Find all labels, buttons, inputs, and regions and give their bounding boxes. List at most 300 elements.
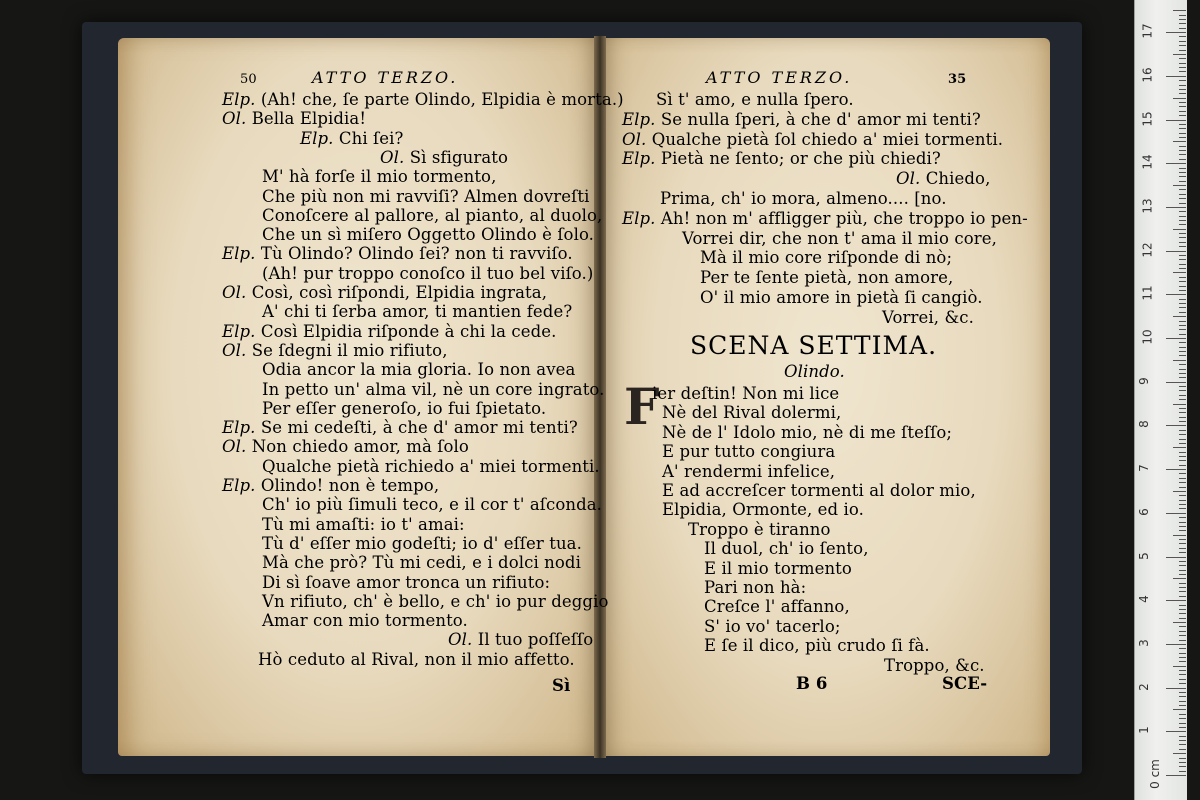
text-line	[700, 248, 952, 268]
text-line	[222, 437, 469, 457]
text-line	[882, 308, 974, 328]
ruler-tick	[1179, 705, 1186, 706]
line-text: Chiedo,	[925, 169, 991, 189]
ruler-label: 11	[1140, 285, 1155, 301]
scene-line: Elpidia, Ormonte, ed io.	[662, 500, 864, 520]
ruler-tick	[1173, 141, 1186, 142]
ruler-tick	[1179, 194, 1186, 195]
speaker-label: Ol.	[222, 283, 252, 302]
ruler-tick	[1166, 513, 1186, 514]
text-line	[222, 109, 366, 129]
text-line	[622, 149, 941, 169]
ruler-tick	[1179, 692, 1186, 693]
speaker-label: Ol.	[622, 129, 652, 149]
ruler-tick	[1179, 102, 1186, 103]
ruler-tick	[1173, 666, 1186, 667]
ruler-tick	[1179, 303, 1186, 304]
ruler-tick	[1179, 635, 1186, 636]
speaker-label: Elp.	[222, 476, 261, 495]
ruler-tick	[1179, 543, 1186, 544]
speaker-label: Ol.	[448, 630, 478, 650]
ruler-tick	[1179, 517, 1186, 518]
text-line	[262, 302, 572, 322]
text-line	[222, 476, 439, 496]
speaker-label: Elp.	[622, 208, 661, 228]
ruler-tick	[1179, 500, 1186, 501]
speaker-label: Elp.	[300, 128, 339, 148]
line-text: Chi ſei?	[338, 128, 404, 148]
speaker-label: Ol.	[222, 340, 252, 360]
ruler-tick	[1179, 758, 1186, 759]
ruler-tick	[1179, 45, 1186, 46]
ruler-tick	[1179, 561, 1186, 562]
ruler-tick	[1179, 430, 1186, 431]
ruler-tick	[1179, 36, 1186, 37]
text-line	[222, 322, 556, 342]
ruler-tick	[1166, 731, 1186, 732]
ruler-tick	[1179, 277, 1186, 278]
ruler-tick	[1179, 683, 1186, 684]
text-line	[262, 399, 546, 419]
ruler-tick	[1166, 600, 1186, 601]
ruler-tick	[1179, 443, 1186, 444]
ruler-tick	[1179, 41, 1186, 42]
ruler-tick	[1166, 644, 1186, 645]
speaker-label: Ol.	[222, 437, 252, 457]
ruler-tick	[1173, 272, 1186, 273]
ruler-tick	[1179, 50, 1186, 51]
ruler-label: 4	[1136, 595, 1151, 604]
line-text: O' il mio amore in pietà ſi cangiò.	[700, 288, 983, 307]
ruler-tick	[1179, 744, 1186, 745]
ruler-tick	[1173, 10, 1186, 11]
ruler-tick	[1179, 85, 1186, 86]
line-text: Tù Olindo? Olindo ſei? non ti ravviſo.	[260, 244, 573, 264]
ruler-tick	[1179, 259, 1186, 260]
ruler-tick	[1179, 526, 1186, 527]
line-text: Qualche pietà ſol chiedo a' miei tormenti.	[651, 129, 1004, 149]
scene-title: SCENA SETTIMA.	[690, 331, 938, 360]
ruler-tick	[1179, 329, 1186, 330]
ruler-label: 17	[1140, 23, 1155, 39]
ruler-tick	[1179, 736, 1186, 737]
ruler-tick	[1179, 347, 1186, 348]
scene-line: Il duol, ch' io ſento,	[704, 539, 869, 559]
text-line	[222, 244, 573, 264]
ruler-tick	[1179, 701, 1186, 702]
ruler-tick	[1179, 522, 1186, 523]
speaker-label: Ol.	[896, 169, 926, 189]
ruler-tick	[1179, 246, 1186, 247]
ruler-tick	[1179, 67, 1186, 68]
scene-line: Pari non hà:	[704, 578, 807, 597]
line-text: Così, così riſpondi, Elpidia ingrata,	[251, 283, 548, 302]
ruler-label: 14	[1140, 154, 1155, 170]
ruler-tick	[1166, 469, 1186, 470]
ruler-tick	[1179, 351, 1186, 352]
ruler-tick	[1179, 766, 1186, 767]
ruler-tick	[1179, 452, 1186, 453]
ruler-tick	[1179, 23, 1186, 24]
ruler-tick	[1179, 762, 1186, 763]
ruler-label: 2	[1136, 682, 1151, 691]
ruler-label: 1	[1136, 726, 1151, 735]
speaker-label: Elp.	[222, 244, 261, 264]
text-line	[622, 110, 981, 130]
ruler-tick	[1166, 294, 1186, 295]
ruler-tick	[1179, 718, 1186, 719]
ruler-tick	[1179, 661, 1186, 662]
ruler-tick	[1179, 325, 1186, 326]
text-line	[660, 189, 947, 209]
ruler-tick	[1179, 168, 1186, 169]
ruler-tick	[1179, 504, 1186, 505]
ruler-label: 0 cm	[1147, 759, 1162, 789]
scene-line: E ad accreſcer tormenti al dolor mio,	[662, 481, 976, 500]
ruler-tick	[1179, 264, 1186, 265]
ruler-tick	[1179, 631, 1186, 632]
ruler-label: 8	[1136, 420, 1151, 429]
ruler-tick	[1179, 417, 1186, 418]
line-text: M' hà forſe il mio tormento,	[262, 167, 497, 187]
line-text: Olindo! non è tempo,	[260, 476, 440, 495]
ruler-tick	[1179, 63, 1186, 64]
ruler-tick	[1179, 364, 1186, 365]
ruler-tick	[1179, 216, 1186, 217]
ruler-tick	[1179, 539, 1186, 540]
ruler-tick	[1179, 530, 1186, 531]
ruler-tick	[1179, 176, 1186, 177]
ruler-tick	[1179, 89, 1186, 90]
ruler-label: 13	[1140, 198, 1155, 214]
line-text: Non chiedo amor, mà ſolo	[251, 437, 469, 457]
ruler-tick	[1179, 369, 1186, 370]
ruler-tick	[1179, 342, 1186, 343]
line-text: Mà il mio core riſponde di nò;	[700, 248, 953, 268]
speaker-label: Ol.	[222, 109, 252, 129]
ruler-tick	[1179, 596, 1186, 597]
ruler-tick	[1179, 465, 1186, 466]
ruler-tick	[1179, 198, 1186, 199]
ruler-tick	[1179, 723, 1186, 724]
ruler-tick	[1179, 727, 1186, 728]
line-text: Vorrei dir, che non t' ama il mio core,	[682, 228, 997, 248]
ruler-tick	[1166, 557, 1186, 558]
ruler-tick	[1166, 425, 1186, 426]
text-line	[262, 360, 575, 380]
text-line	[222, 90, 624, 110]
ruler-label: 6	[1136, 507, 1151, 516]
ruler-tick	[1173, 622, 1186, 623]
text-line	[262, 573, 550, 593]
speaker-label: Elp.	[222, 418, 261, 438]
scene-line: E il mio tormento	[704, 558, 852, 578]
text-line	[380, 148, 508, 168]
line-text: Così Elpidia riſponde à chi la cede.	[260, 321, 557, 341]
scene-line: A' rendermi infelice,	[662, 461, 836, 481]
line-text: Qualche pietà richiedo a' miei tormenti.	[262, 456, 600, 476]
ruler-tick	[1179, 93, 1186, 94]
line-text: Di sì ſoave amor tronca un rifiuto:	[262, 572, 551, 592]
text-line	[222, 341, 448, 361]
ruler-tick	[1179, 19, 1186, 20]
ruler-tick	[1179, 552, 1186, 553]
text-line	[262, 515, 465, 535]
ruler-tick	[1179, 15, 1186, 16]
ruler-tick	[1179, 583, 1186, 584]
ruler-tick	[1179, 233, 1186, 234]
text-line	[700, 268, 953, 288]
scene-line: Nè de l' Idolo mio, nè di me ſteſſo;	[662, 422, 953, 442]
speaker-label: Elp.	[222, 321, 261, 341]
ruler-tick	[1179, 648, 1186, 649]
ruler-label: 7	[1136, 464, 1151, 472]
line-text: A' chi ti ſerba amor, ti mantien fede?	[262, 302, 573, 322]
speaker-label: Elp.	[222, 90, 261, 109]
text-line	[262, 206, 602, 226]
text-line	[656, 90, 854, 110]
line-text: Mà che prò? Tù mi cedi, e i dolci nodi	[262, 553, 581, 573]
ruler-tick	[1166, 775, 1186, 776]
speaker-label: Elp.	[622, 109, 661, 129]
text-line	[300, 129, 403, 149]
line-text: Se nulla ſperi, à che d' amor mi tenti?	[660, 109, 981, 129]
left-page-number: 50	[240, 72, 257, 87]
ruler-tick	[1179, 281, 1186, 282]
ruler-tick	[1173, 491, 1186, 492]
ruler-tick	[1179, 159, 1186, 160]
ruler-tick	[1179, 334, 1186, 335]
text-line	[262, 225, 594, 245]
ruler-tick	[1179, 434, 1186, 435]
ruler-tick	[1179, 478, 1186, 479]
line-text: Se ſdegni il mio rifiuto,	[251, 340, 448, 360]
ruler-tick	[1179, 487, 1186, 488]
ruler-tick	[1173, 185, 1186, 186]
ruler-tick	[1179, 211, 1186, 212]
right-running-head: ATTO TERZO.	[706, 68, 853, 87]
scene-line: S' io vo' tacerlo;	[704, 616, 841, 636]
ruler-tick	[1179, 150, 1186, 151]
ruler-tick	[1179, 714, 1186, 715]
ruler-tick	[1179, 749, 1186, 750]
ruler-tick	[1179, 670, 1186, 671]
scene-character: Olindo.	[784, 362, 845, 381]
ruler-tick	[1179, 679, 1186, 680]
line-text: Ch' io più ſimuli teco, e il cor t' aſconda.	[262, 495, 603, 515]
line-text: Che più non mi ravviſi? Almen dovreſti	[262, 186, 590, 206]
ruler-tick	[1166, 338, 1186, 339]
ruler-tick	[1173, 753, 1186, 754]
ruler-tick	[1179, 133, 1186, 134]
ruler-tick	[1173, 316, 1186, 317]
text-line	[262, 592, 608, 612]
ruler-label: 3	[1136, 639, 1151, 647]
ruler-tick	[1179, 255, 1186, 256]
line-text: (Ah! che, ſe parte Olindo, Elpidia è morta.)	[260, 90, 624, 109]
line-text: Vorrei, &c.	[882, 307, 974, 327]
ruler-tick	[1179, 137, 1186, 138]
text-line	[262, 380, 605, 400]
ruler-tick	[1179, 290, 1186, 291]
ruler-tick	[1179, 80, 1186, 81]
ruler-tick	[1179, 128, 1186, 129]
ruler-label: 9	[1136, 376, 1151, 385]
ruler-tick	[1179, 268, 1186, 269]
ruler-tick	[1179, 115, 1186, 116]
drop-cap: F	[624, 377, 660, 436]
text-line	[222, 283, 547, 303]
ruler-tick	[1179, 237, 1186, 238]
ruler-tick	[1179, 399, 1186, 400]
ruler-tick	[1179, 189, 1186, 190]
text-line	[262, 264, 593, 284]
ruler-tick	[1179, 548, 1186, 549]
ruler-tick	[1179, 605, 1186, 606]
ruler-tick	[1173, 360, 1186, 361]
left-running-head: ATTO TERZO.	[312, 68, 459, 87]
line-text: (Ah! pur troppo conoſco il tuo bel viſo.)	[262, 263, 594, 283]
line-text: Pietà ne ſento; or che più chiedi?	[660, 149, 941, 169]
scene-line: Troppo è tiranno	[688, 519, 831, 539]
ruler-tick	[1179, 473, 1186, 474]
ruler-tick	[1173, 447, 1186, 448]
ruler-tick	[1179, 460, 1186, 461]
ruler-tick	[1179, 412, 1186, 413]
ruler-tick	[1179, 286, 1186, 287]
ruler-tick	[1179, 154, 1186, 155]
speaker-label: Elp.	[622, 149, 661, 169]
text-line	[448, 630, 593, 650]
ruler-tick	[1179, 495, 1186, 496]
ruler-tick	[1179, 771, 1186, 772]
ruler-tick	[1173, 578, 1186, 579]
ruler-tick	[1179, 613, 1186, 614]
ruler-tick	[1179, 740, 1186, 741]
ruler-label: 15	[1140, 110, 1155, 127]
ruler-tick	[1166, 382, 1186, 383]
ruler-tick	[1179, 482, 1186, 483]
ruler-tick	[1173, 709, 1186, 710]
text-line	[262, 534, 582, 554]
ruler-tick	[1179, 71, 1186, 72]
ruler-tick	[1179, 591, 1186, 592]
ruler-tick	[1166, 688, 1186, 689]
ruler-tick	[1179, 321, 1186, 322]
ruler-tick	[1179, 408, 1186, 409]
line-text: Conoſcere al pallore, al pianto, al duolo,	[262, 205, 603, 225]
ruler-tick	[1179, 242, 1186, 243]
ruler-tick	[1179, 181, 1186, 182]
ruler-tick	[1166, 207, 1186, 208]
ruler-tick	[1179, 674, 1186, 675]
ruler-tick	[1179, 224, 1186, 225]
text-line	[622, 130, 1003, 150]
signature-mark: B 6	[796, 674, 828, 693]
line-text: Odia ancor la mia gloria. Io non avea	[262, 360, 576, 380]
ruler-tick	[1179, 653, 1186, 654]
text-line	[262, 167, 496, 187]
ruler-tick	[1173, 229, 1186, 230]
line-text: Per eſſer generoſo, io fui ſpietato.	[262, 398, 547, 418]
ruler-tick	[1166, 76, 1186, 77]
line-text: Il tuo poſſeſſo	[477, 630, 594, 650]
ruler-tick	[1166, 32, 1186, 33]
ruler-tick	[1179, 124, 1186, 125]
line-text: Che un sì miſero Oggetto Olindo è ſolo.	[262, 225, 595, 245]
ruler-tick	[1179, 386, 1186, 387]
text-line	[262, 495, 602, 515]
line-text: Amar con mio tormento.	[262, 611, 468, 631]
ruler-tick	[1179, 58, 1186, 59]
text-line	[262, 553, 581, 573]
line-text: Sì t' amo, e nulla ſpero.	[656, 90, 854, 109]
scene-line: E pur tutto congiura	[662, 442, 836, 462]
line-text: Tù mi amaſti: io t' amai:	[262, 514, 465, 534]
scene-line: E ſe il dico, più crudo ſi fà.	[704, 636, 930, 656]
ruler-label: 5	[1136, 551, 1151, 560]
ruler-tick	[1179, 609, 1186, 610]
line-text: Vn rifiuto, ch' è bello, e ch' io pur deggio	[262, 591, 609, 611]
ruler-tick	[1166, 120, 1186, 121]
scene-line: Creſce l' affanno,	[704, 597, 850, 617]
text-line	[622, 209, 1028, 229]
text-line	[262, 187, 589, 207]
ruler-tick	[1179, 111, 1186, 112]
ruler-tick	[1173, 54, 1186, 55]
text-line	[222, 418, 578, 438]
ruler-tick	[1179, 574, 1186, 575]
ruler-tick	[1179, 355, 1186, 356]
left-catchword: Sì	[552, 676, 571, 695]
ruler-tick	[1179, 456, 1186, 457]
ruler-tick	[1173, 404, 1186, 405]
ruler-label: 10	[1140, 329, 1155, 345]
ruler-tick	[1179, 570, 1186, 571]
text-line	[700, 288, 983, 308]
line-text: Ah! non m' affligger più, che troppo io pen-	[660, 208, 1028, 228]
ruler-tick	[1166, 163, 1186, 164]
speaker-label: Ol.	[380, 147, 410, 167]
text-line	[262, 457, 600, 477]
scene-line: Troppo, &c.	[884, 655, 985, 675]
ruler-tick	[1179, 377, 1186, 378]
right-page-number: 35	[948, 72, 967, 87]
text-line	[258, 650, 575, 670]
line-text: Se mi cedeſti, à che d' amor mi tenti?	[260, 418, 578, 438]
ruler-tick	[1179, 696, 1186, 697]
ruler-tick	[1179, 106, 1186, 107]
right-catchword: SCE-	[942, 674, 988, 693]
text-line	[682, 229, 997, 249]
ruler-tick	[1179, 565, 1186, 566]
ruler-tick	[1179, 587, 1186, 588]
ruler-tick	[1179, 312, 1186, 313]
ruler-tick	[1179, 373, 1186, 374]
ruler-tick	[1179, 421, 1186, 422]
ruler-label: 12	[1140, 241, 1155, 258]
ruler-tick	[1179, 395, 1186, 396]
ruler-tick	[1179, 439, 1186, 440]
scene-line: ier deſtin! Non mi lice	[652, 384, 840, 403]
ruler-tick	[1179, 640, 1186, 641]
ruler-tick	[1166, 251, 1186, 252]
line-text: Per te ſente pietà, non amore,	[700, 268, 954, 288]
line-text: Sì sfigurato	[409, 147, 509, 167]
line-text: Prima, ch' io mora, almeno.... [no.	[660, 189, 947, 208]
ruler-tick	[1179, 172, 1186, 173]
ruler-tick	[1179, 657, 1186, 658]
